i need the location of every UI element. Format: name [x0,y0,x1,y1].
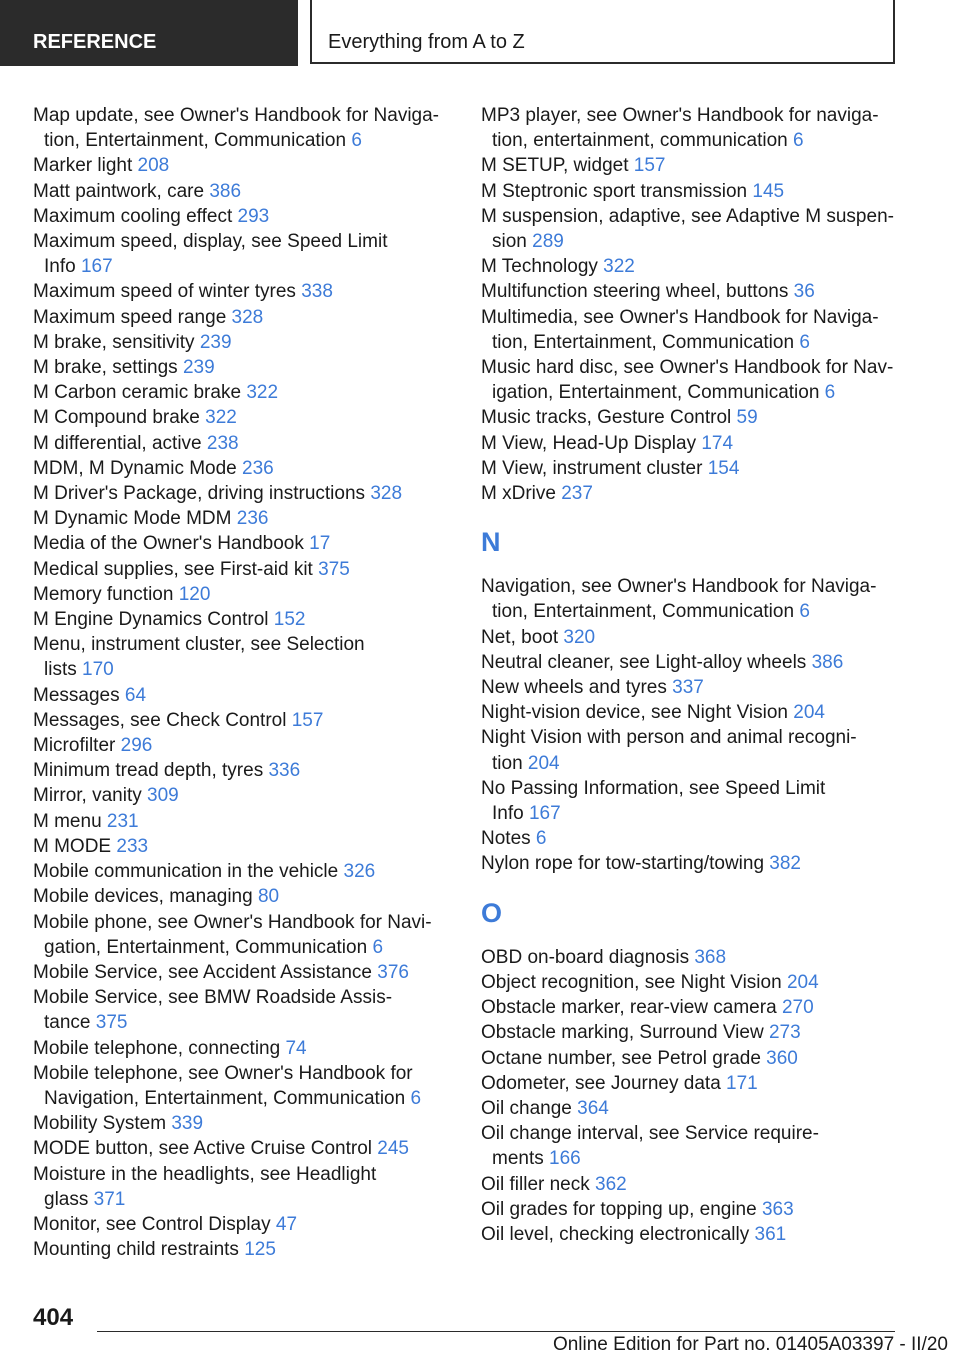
index-entry [481,776,901,826]
entry-term: Obstacle marker, rear-view camera [481,997,777,1019]
page-reference-link[interactable]: 375 [318,558,350,580]
page-reference-link[interactable]: 363 [761,1198,794,1220]
entry-term: M xDrive [481,483,556,505]
page-reference-link[interactable]: 47 [275,1213,298,1235]
page-reference-link[interactable]: 6 [799,331,810,353]
page-reference-link[interactable]: 382 [769,853,801,875]
page-reference-link[interactable]: 322 [603,256,635,278]
entry-term: Object recognition, see Night Vision [481,971,782,993]
entry-term: Music hard disc, see Owner's Handbook for Nav- [481,357,894,379]
index-entry [481,995,901,1020]
entry-term: M View, instrument cluster [481,457,703,479]
index-entry [33,884,453,909]
entry-term: Mobile communication in the vehicle [33,861,339,883]
page-reference-link[interactable]: 74 [285,1037,307,1059]
index-entry [33,859,453,884]
entry-term: M SETUP, widget [481,155,629,177]
page-reference-link[interactable]: 328 [370,483,403,505]
page-reference-link[interactable]: 6 [351,130,362,152]
index-entry [481,431,901,456]
index-entry [33,607,453,632]
entry-term: OBD on-board diagnosis [481,946,690,968]
index-entry [33,305,453,330]
index-entry [481,970,901,995]
index-entry [33,733,453,758]
page-reference-link[interactable]: 322 [246,382,279,404]
page-reference-link[interactable]: 157 [291,709,324,731]
page-reference-link[interactable]: 6 [793,130,804,152]
page-reference-link[interactable]: 338 [301,281,333,303]
index-entry [481,456,901,481]
page-reference-link[interactable]: 120 [178,583,211,605]
page-reference-link[interactable]: 36 [793,281,815,303]
index-entry [481,481,901,506]
entry-term: Night Vision with person and animal recogni- [481,727,857,749]
page-reference-link[interactable]: 64 [124,684,147,706]
page-reference-link[interactable]: 296 [120,735,153,757]
index-group-o [481,945,901,1247]
page-reference-link[interactable]: 361 [754,1223,787,1245]
entry-term-continued: tion, Entertainment, Communication [44,130,347,152]
index-entry [33,506,453,531]
page-reference-link[interactable]: 167 [528,803,561,825]
entry-term: Media of the Owner's Handbook [33,533,304,555]
entry-term: M Carbon ceramic brake [33,382,242,404]
page-reference-link[interactable]: 6 [372,936,384,958]
page-reference-link[interactable]: 376 [377,961,409,983]
index-letter-o: O [481,897,503,928]
index-entry [481,179,901,204]
page-reference-link[interactable]: 239 [182,357,215,379]
index-letter-n: N [481,527,501,558]
entry-term: M suspension, adaptive, see Adaptive M suspen- [481,205,894,227]
page-reference-link[interactable]: 171 [726,1072,758,1094]
page-number: 404 [33,1304,74,1331]
entry-term: Obstacle marking, Surround View [481,1022,764,1044]
index-entry [33,960,453,985]
index-column-left [33,103,453,1262]
entry-term: Mirror, vanity [33,785,142,807]
index-entry [33,531,453,556]
index-entry [481,625,901,650]
index-entry [481,851,901,876]
entry-term: Monitor, see Control Display [33,1213,271,1235]
page-reference-link[interactable]: 293 [237,205,270,227]
entry-term: MDM, M Dynamic Mode [33,457,237,479]
section-label: REFERENCE [0,0,298,66]
entry-term: M brake, sensitivity [33,331,195,353]
index-entry [33,582,453,607]
entry-term: M Engine Dynamics Control [33,609,269,631]
index-entry [33,103,453,153]
entry-term: M Technology [481,256,598,278]
page-header [0,0,960,66]
page-reference-link[interactable]: 360 [766,1047,798,1069]
entry-term: M Dynamic Mode MDM [33,508,232,530]
entry-term: M Driver's Package, driving instructions [33,483,366,505]
entry-term: M MODE [33,835,112,857]
index-entry [481,405,901,430]
entry-term: Oil grades for topping up, engine [481,1198,757,1220]
entry-term: Messages, see Check Control [33,709,287,731]
index-entry [481,1020,901,1045]
entry-term: Menu, instrument cluster, see Selection [33,634,365,656]
page-reference-link[interactable]: 204 [786,971,819,993]
index-entry [481,650,901,675]
entry-term: Matt paintwork, care [33,180,205,202]
entry-term: Octane number, see Petrol grade [481,1047,761,1069]
index-entry [481,945,901,970]
index-entry [481,153,901,178]
index-entry [33,985,453,1035]
index-entry [481,204,901,254]
index-entry [481,103,901,153]
page-reference-link[interactable]: 245 [377,1138,409,1160]
entry-term: Oil change [481,1097,572,1119]
index-entry [33,380,453,405]
entry-term: Oil change interval, see Service require- [481,1123,819,1145]
entry-term: M brake, settings [33,357,178,379]
entry-term: Messages [33,684,120,706]
page-reference-link[interactable]: 170 [82,659,114,681]
index-entry [33,1061,453,1111]
index-entry [33,1212,453,1237]
entry-term: Map update, see Owner's Handbook for Naviga- [33,105,440,126]
entry-term: Mounting child restraints [33,1239,239,1261]
page-reference-link[interactable]: 364 [577,1097,609,1119]
index-entry [481,1096,901,1121]
index-entry [33,557,453,582]
entry-term: Mobile devices, managing [33,886,253,908]
entry-term: MP3 player, see Owner's Handbook for naviga- [481,105,879,126]
index-entry [481,1071,901,1096]
page-reference-link[interactable]: 125 [244,1239,276,1261]
entry-term: Memory function [33,583,174,605]
index-entry [33,405,453,430]
entry-term: Mobility System [33,1113,167,1135]
index-entry [33,1036,453,1061]
entry-term: Navigation, see Owner's Handbook for Naviga- [481,576,877,598]
page-reference-link[interactable]: 339 [171,1113,204,1135]
index-entry [33,330,453,355]
page-reference-link[interactable]: 309 [147,785,179,807]
entry-term: Maximum speed of winter tyres [33,281,296,303]
page-reference-link[interactable]: 362 [595,1173,627,1195]
entry-term-continued: sion [492,231,527,253]
entry-term-continued: ments [492,1148,544,1170]
entry-term-continued: Info [44,256,76,278]
index-entry [33,783,453,808]
index-entry [481,826,901,851]
entry-term: Oil level, checking electronically [481,1223,750,1245]
page-reference-link[interactable]: 237 [561,483,593,505]
page-reference-link[interactable]: 166 [549,1148,581,1170]
page-reference-link[interactable]: 6 [535,828,547,850]
page-reference-link[interactable]: 80 [257,886,280,908]
entry-term-continued: glass [44,1188,89,1210]
entry-term: M menu [33,810,102,832]
index-entry [481,1172,901,1197]
entry-term: M Steptronic sport transmission [481,180,748,202]
index-entry [481,700,901,725]
index-entry [481,355,901,405]
entry-term-continued: Info [492,803,524,825]
index-entry [33,809,453,834]
index-entry [481,1046,901,1071]
index-entry [33,708,453,733]
entry-term: Maximum cooling effect [33,205,233,227]
page-reference-link[interactable]: 368 [694,946,727,968]
entry-term-continued: tion, entertainment, communication [492,130,788,152]
page-reference-link[interactable]: 320 [563,626,596,648]
entry-term-continued: tance [44,1012,91,1034]
index-entry [33,683,453,708]
page-reference-link[interactable]: 157 [633,155,666,177]
index-entry [481,254,901,279]
index-entry [33,204,453,229]
index-entry [33,834,453,859]
entry-term: Minimum tread depth, tyres [33,760,264,782]
entry-term: Music tracks, Gesture Control [481,407,732,429]
page-reference-link[interactable]: 145 [752,180,785,202]
page-reference-link[interactable]: 328 [231,306,264,328]
entry-term: Marker light [33,155,133,177]
entry-term: Maximum speed, display, see Speed Limit [33,231,388,253]
page-reference-link[interactable]: 6 [799,601,810,623]
index-entry [33,153,453,178]
index-group-n [481,574,901,876]
entry-term: Microfilter [33,735,116,757]
index-entry [33,355,453,380]
page-reference-link[interactable]: 204 [527,752,560,774]
entry-term: Neutral cleaner, see Light-alloy wheels [481,651,807,673]
entry-term: Multimedia, see Owner's Handbook for Naviga- [481,306,879,328]
page-reference-link[interactable]: 322 [205,407,237,429]
index-entry [33,1162,453,1212]
page-reference-link[interactable]: 270 [781,997,814,1019]
index-entry [33,431,453,456]
page-reference-link[interactable]: 326 [343,861,376,883]
index-entry [33,758,453,783]
entry-term: Net, boot [481,626,559,648]
edition-note: Online Edition for Part no. 01405A03397 - II/20 [552,1334,948,1355]
page-reference-link[interactable]: 6 [410,1087,422,1109]
entry-term-continued: gation, Entertainment, Communication [44,936,368,958]
entry-term: Notes [481,828,531,850]
page-reference-link[interactable]: 337 [672,677,704,699]
page-reference-link[interactable]: 375 [95,1012,128,1034]
page-reference-link[interactable]: 59 [736,407,758,429]
page-reference-link[interactable]: 236 [242,457,274,479]
page-reference-link[interactable]: 167 [80,256,113,278]
entry-term: Odometer, see Journey data [481,1072,721,1094]
entry-term-continued: tion, Entertainment, Communication [492,331,795,353]
page-reference-link[interactable]: 174 [701,432,734,454]
entry-term: Oil filler neck [481,1173,590,1195]
page-reference-link[interactable]: 386 [811,651,844,673]
page-reference-link[interactable]: 273 [768,1022,801,1044]
entry-term-continued: lists [44,659,77,681]
entry-term: Night-vision device, see Night Vision [481,702,788,724]
page-reference-link[interactable]: 152 [273,609,306,631]
index-entry [33,456,453,481]
entry-term: Nylon rope for tow-starting/towing [481,853,765,875]
entry-term: Mobile telephone, connecting [33,1037,281,1059]
index-entry [33,910,453,960]
index-column-right [481,103,901,1247]
entry-term-continued: tion, Entertainment, Communication [492,601,795,623]
entry-term: Moisture in the headlights, see Headlight [33,1163,377,1185]
index-entry [481,675,901,700]
index-entry [33,1237,453,1262]
entry-term: Mobile Service, see BMW Roadside Assis- [33,987,393,1009]
entry-term: M differential, active [33,432,202,454]
index-entry [481,1222,901,1247]
entry-term: Multifunction steering wheel, buttons [481,281,789,303]
index-entry [33,1136,453,1161]
index-entry [481,725,901,775]
index-entry [33,481,453,506]
index-entry [481,1197,901,1222]
entry-term: Mobile phone, see Owner's Handbook for Navi- [33,911,432,933]
index-group-m-continued [481,103,901,506]
page-reference-link[interactable]: 17 [309,533,331,555]
page-reference-link[interactable]: 239 [199,331,232,353]
entry-term: Mobile Service, see Accident Assistance [33,961,373,983]
index-entry [33,632,453,682]
page-reference-link[interactable]: 236 [236,508,269,530]
page-reference-link[interactable]: 154 [707,457,740,479]
page-reference-link[interactable]: 233 [116,835,149,857]
index-entry [481,279,901,304]
page-reference-link[interactable]: 289 [532,231,564,253]
entry-term: M Compound brake [33,407,200,429]
entry-term: MODE button, see Active Cruise Control [33,1138,372,1160]
page-reference-link[interactable]: 231 [106,810,139,832]
page-reference-link[interactable]: 208 [137,155,170,177]
index-entry [481,1121,901,1171]
chapter-title: Everything from A to Z [310,0,895,64]
entry-term: Maximum speed range [33,306,227,328]
page-reference-link[interactable]: 204 [793,702,825,724]
index-entry [33,1111,453,1136]
page-reference-link[interactable]: 238 [206,432,239,454]
entry-term-continued: Navigation, Entertainment, Communication [44,1087,406,1109]
entry-term: M View, Head-Up Display [481,432,697,454]
page-reference-link[interactable]: 6 [824,382,836,404]
index-entry [33,279,453,304]
entry-term: Medical supplies, see First-aid kit [33,558,313,580]
index-entry [33,229,453,279]
page-reference-link[interactable]: 336 [268,760,301,782]
entry-term-continued: tion [492,752,523,774]
entry-term: No Passing Information, see Speed Limit [481,777,826,799]
entry-term-continued: igation, Entertainment, Communication [492,382,820,404]
entry-term: New wheels and tyres [481,677,667,699]
page-reference-link[interactable]: 386 [209,180,242,202]
index-entry [481,305,901,355]
index-entry [481,574,901,624]
entry-term: Mobile telephone, see Owner's Handbook for [33,1062,413,1084]
index-entry [33,179,453,204]
page-reference-link[interactable]: 371 [93,1188,126,1210]
